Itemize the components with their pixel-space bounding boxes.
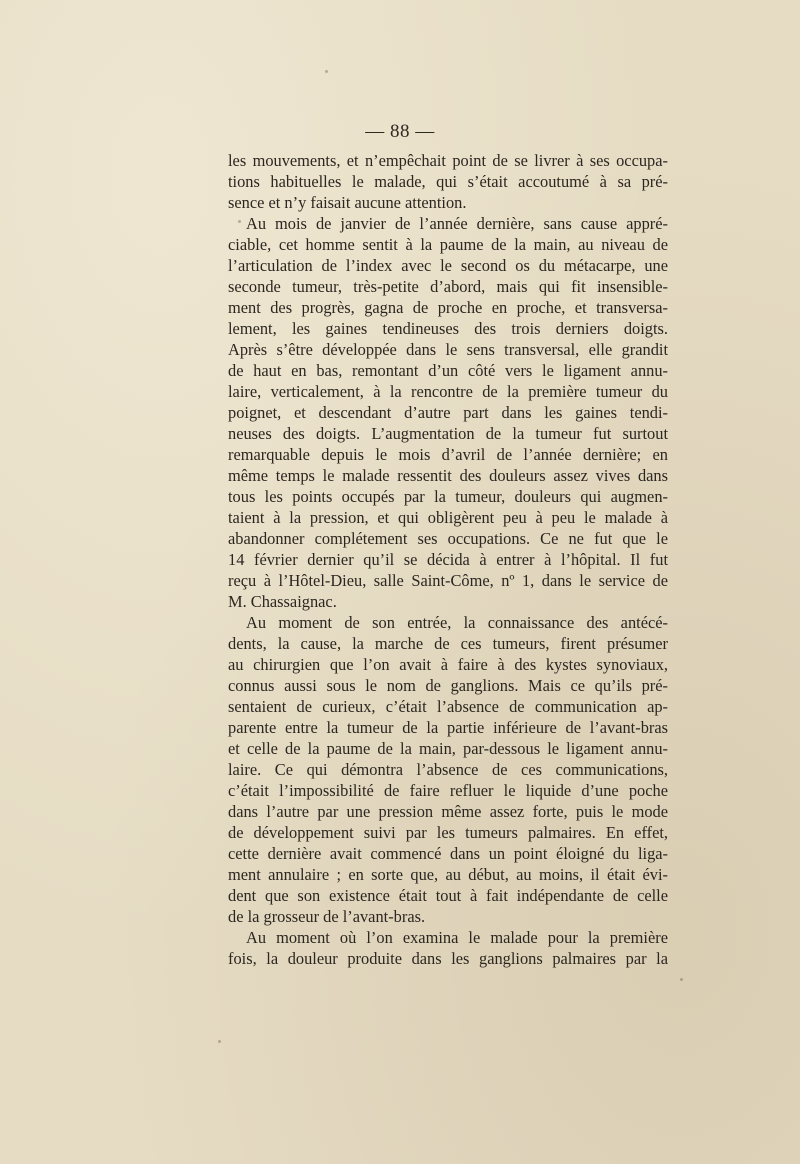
text-line: sence et n’y faisait aucune attention.: [228, 193, 467, 212]
body-text: [228, 150, 668, 969]
text-line: 14 février dernier qu’il se décida à entrer à l’hôpital. Il fut: [228, 550, 668, 569]
text-line: neuses des doigts. L’augmentation de la tumeur fut surtout: [228, 424, 668, 443]
text-line: et celle de la paume de la main, par-dessous le ligament annu-: [228, 739, 668, 758]
text-line: Au moment de son entrée, la connaissance des antécé-: [246, 613, 668, 632]
text-line: dans l’autre par une pression même assez forte, puis le mode: [228, 802, 668, 821]
text-line: laire. Ce qui démontra l’absence de ces communications,: [228, 760, 668, 779]
text-line: Au mois de janvier de l’année dernière, sans cause appré-: [246, 214, 668, 233]
text-line: parente entre la tumeur de la partie inférieure de l’avant-bras: [228, 718, 668, 737]
paper-speck: [229, 833, 232, 836]
paper-speck: [325, 70, 328, 73]
text-line: fois, la douleur produite dans les ganglions palmaires par la: [228, 949, 668, 968]
text-line: c’était l’impossibilité de faire refluer le liquide d’une poche: [228, 781, 668, 800]
page-number: — 88 —: [365, 121, 435, 142]
paper-speck: [680, 978, 683, 981]
text-line: de la grosseur de l’avant-bras.: [228, 907, 426, 926]
text-line: tous les points occupés par la tumeur, douleurs qui augmen-: [228, 487, 668, 506]
text-line: M. Chassaignac.: [228, 592, 337, 611]
text-line: même temps le malade ressentit des douleurs assez vives dans: [228, 466, 668, 485]
text-line: les mouvements, et n’empêchait point de se livrer à ses occupa-: [228, 151, 668, 170]
text-line: connus aussi sous le nom de ganglions. Mais ce qu’ils pré-: [228, 676, 668, 695]
paper-speck: [218, 1040, 221, 1043]
paper-speck: [238, 220, 241, 223]
text-line: ment des progrès, gagna de proche en proche, et transversa-: [228, 298, 668, 317]
text-line: tions habituelles le malade, qui s’était accoutumé à sa pré-: [228, 172, 668, 191]
text-line: Après s’être développée dans le sens transversal, elle grandit: [228, 340, 668, 359]
text-line: laire, verticalement, à la rencontre de la première tumeur du: [228, 382, 668, 401]
text-line: ciable, cet homme sentit à la paume de la main, au niveau de: [228, 235, 668, 254]
text-line: sentaient de curieux, c’était l’absence de communication ap-: [228, 697, 668, 716]
text-line: remarquable depuis le mois d’avril de l’année dernière; en: [228, 445, 668, 464]
text-line: abandonner complétement ses occupations. Ce ne fut que le: [228, 529, 668, 548]
text-line: lement, les gaines tendineuses des trois derniers doigts.: [228, 319, 668, 338]
text-line: dents, la cause, la marche de ces tumeurs, firent présumer: [228, 634, 668, 653]
text-line: poignet, et descendant d’autre part dans les gaines tendi-: [228, 403, 668, 422]
text-line: reçu à l’Hôtel-Dieu, salle Saint-Côme, nº 1, dans le service de: [228, 571, 668, 590]
text-line: dent que son existence était tout à fait indépendante de celle: [228, 886, 668, 905]
text-line: l’articulation de l’index avec le second os du métacarpe, une: [228, 256, 668, 275]
text-line: de développement suivi par les tumeurs palmaires. En effet,: [228, 823, 668, 842]
text-line: au chirurgien que l’on avait à faire à des kystes synoviaux,: [228, 655, 668, 674]
text-line: Au moment où l’on examina le malade pour la première: [246, 928, 668, 947]
text-line: cette dernière avait commencé dans un point éloigné du liga-: [228, 844, 668, 863]
text-line: ment annulaire ; en sorte que, au début, au moins, il était évi-: [228, 865, 668, 884]
text-line: seconde tumeur, très-petite d’abord, mais qui fit insensible-: [228, 277, 668, 296]
text-line: taient à la pression, et qui obligèrent peu à peu le malade à: [228, 508, 668, 527]
text-line: de haut en bas, remontant d’un côté vers le ligament annu-: [228, 361, 668, 380]
